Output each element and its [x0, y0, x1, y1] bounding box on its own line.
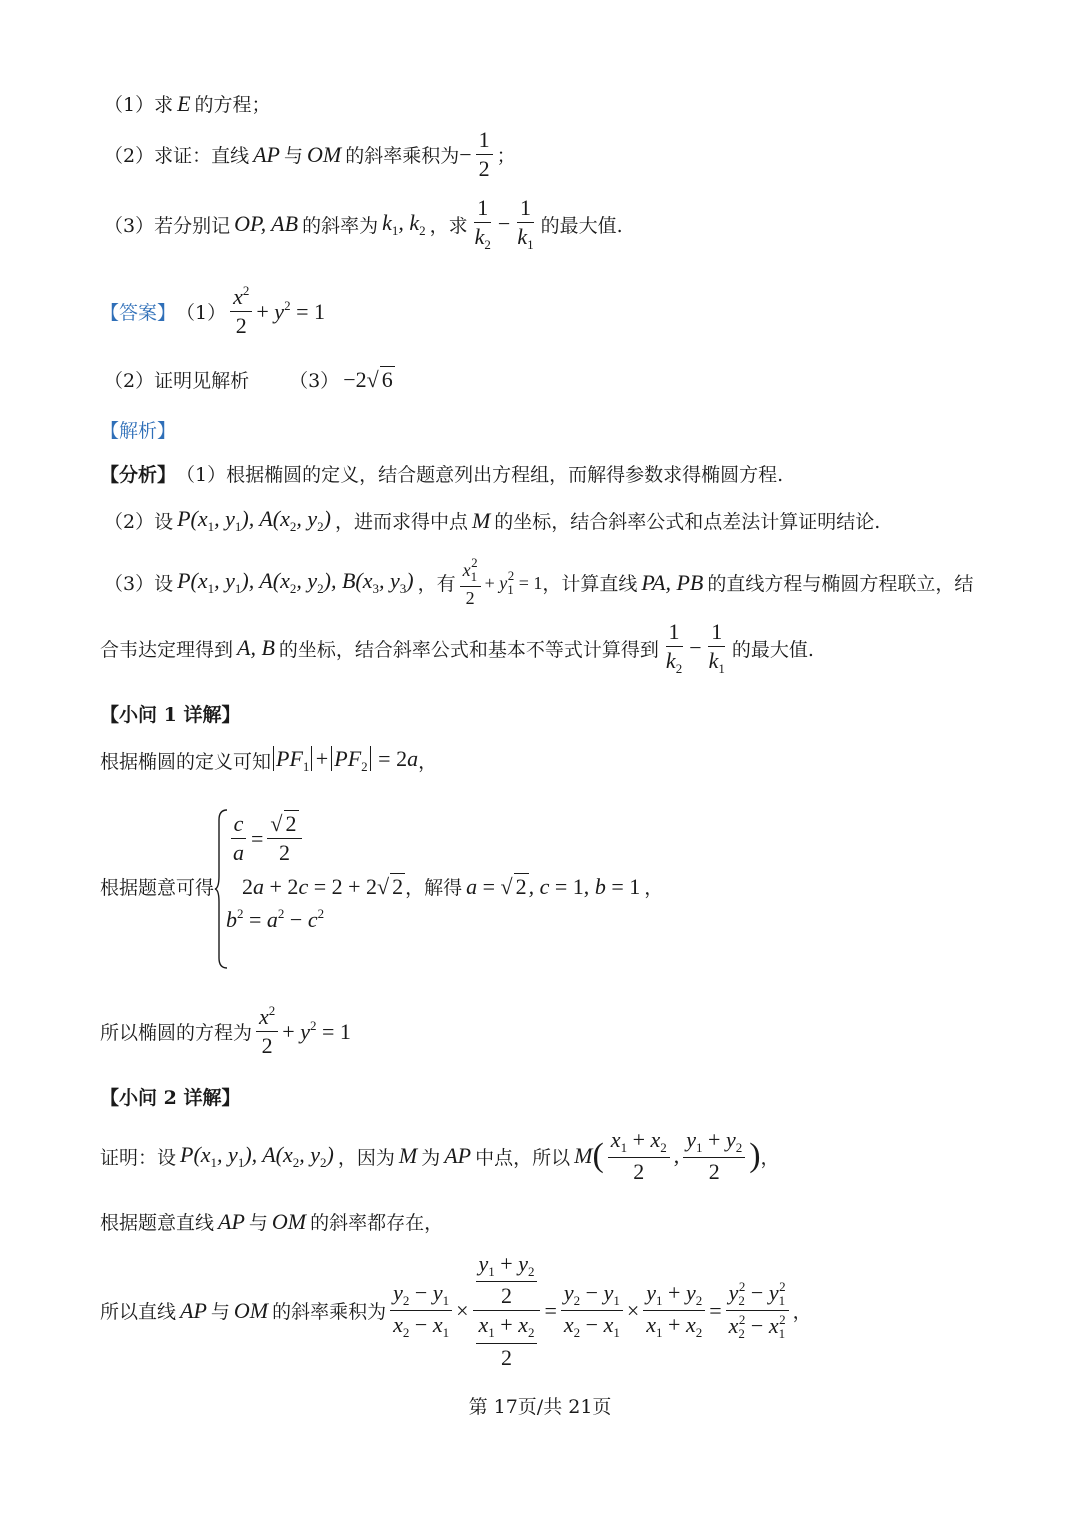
analysis-label: 【分析】: [100, 464, 177, 486]
analysis-line-2: （2）设 $P(x_1$, $y_1$), $A(x_2$, $y_2$) ，进而求得中点 M 的坐标，结合斜率公式和点差法计算证明结论.: [104, 506, 881, 534]
system-eq-3: $b^2 = a^2 - c^2$: [226, 906, 325, 932]
analysis-line-1: 【分析】 （1）根据椭圆的定义，结合题意列出方程组，而解得参数求得椭圆方程.: [100, 460, 783, 487]
answer-label: 【答案】: [100, 301, 177, 324]
sub1-label: 【小问 1 详解】: [100, 704, 241, 726]
analysis-line-3: （3）设 $P(x_1$, $y_1$), $A(x_2$, $y_2$), $B(x_3$, $y_3$) ，有 $\frac{x_1^2}{2}$ + $y_1^2 = 1$ ，计算直线 PA, PB 的直线方程与椭圆方程联立，结: [104, 555, 974, 609]
jiexi-label: 【解析】: [100, 420, 177, 442]
sub2-line-1: 证明：设 $P(x_1$, $y_1$), $A(x_2$, $y_2$) ，因为 M 为 AP 中点，所以 M ( $\frac{x_1 + x_2}{2}$ , $\frac{y_1 + y_2}{2}$ ) ，: [100, 1127, 780, 1185]
answer-line-1: 【答案】 （1） $\frac{x^2}{2}$ + $y^2 = 1$: [100, 283, 325, 339]
question-3: （3）若分别记 OP, AB 的斜率为 $k_1$, $k_2$ ，求 $\frac{1}{k_2}$ − $\frac{1}{k_1}$ 的最大值.: [104, 195, 623, 253]
sub2-line-3: 所以直线 AP 与 OM 的斜率乘积为 $\frac{y_2 - y_1}{x_2 - x_1}$ × $\frac{\frac{y_1 + y_2}{2}}{\frac{x_1 + x_2}{2}}$ = $\frac{y_2 - y_1}{x_2 - x_1}$ × $\frac{y_1 + y_2}{x_1 + x_2}$ = $\frac{y_2^2 - y_1^2}{x_2^2 - x_1^2}$ ，: [100, 1251, 812, 1370]
var-e: E: [177, 90, 191, 116]
sub1-line-1: 根据椭圆的定义可知 $PF_1 + PF_2 = 2a$ ，: [100, 746, 438, 774]
page-footer: 第 17页/共 21页: [468, 1396, 612, 1418]
sub2-line-2: 根据题意直线 AP 与 OM 的斜率都存在，: [100, 1208, 444, 1234]
analysis-line-4: 合韦达定理得到 A, B 的坐标，结合斜率公式和基本不等式计算得到 $\frac{1}{k_2}$ − $\frac{1}{k_1}$ 的最大值.: [100, 619, 814, 677]
question-2: （2）求证：直线 AP 与 OM 的斜率乘积为 − $\frac{1}{2}$ ；: [104, 127, 516, 182]
question-1: （1）求 E 的方程；: [104, 90, 271, 116]
fraction-one-half: $\frac{1}{2}$: [476, 128, 493, 181]
sub1-conclusion: 所以椭圆的方程为 $\frac{x^2}{2}$ + $y^2 = 1$: [100, 1003, 351, 1059]
sub1-system-line: 根据题意可得 2a + 2c = 2 + 2√ 2 ，解得 a = √ 2, c = 1, b = 1 ，: [100, 873, 664, 899]
system-eq-1: $\frac{c}{a}$ = $\frac{√ 2}{2}$: [226, 812, 306, 865]
sub2-label: 【小问 2 详解】: [100, 1087, 241, 1109]
answer-line-2: （2）证明见解析 （3） −2√ 6: [104, 366, 393, 392]
